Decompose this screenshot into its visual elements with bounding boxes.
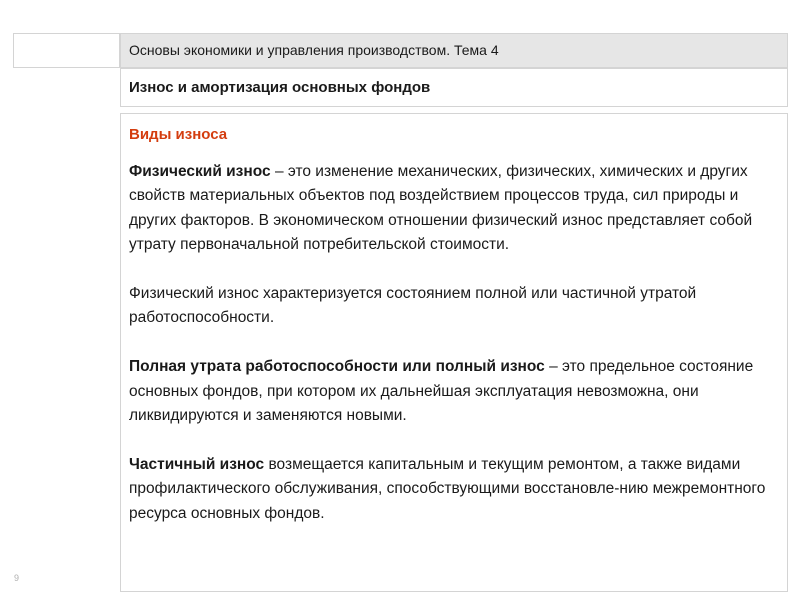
term-full-wear: Полная утрата работоспособности или полный износ [129,358,545,376]
section-heading: Виды износа [129,126,228,143]
page-number: 9 [14,573,20,583]
slide-title: Износ и амортизация основных фондов [120,68,788,107]
paragraph-partial-wear [129,453,779,526]
paragraph-wear-characteristic-text: Физический износ характеризуется состоянием полной или частичной утратой работоспособности. [129,285,697,327]
content-panel [120,113,788,592]
paragraph-physical-wear-text: – это изменение механических, физических, химических и других свойств материальных объектов под воздействием процессов труда, сил природы и других факторов. В экономическом отношении физический износ представляет собой утрату первоначальной потребительской стоимости. [129,163,753,254]
paragraph-full-wear [129,355,779,428]
paragraph-wear-characteristic [129,282,779,331]
term-physical-wear: Физический износ [129,163,271,180]
course-subject-header: Основы экономики и управления производством. Тема 4 [120,33,788,68]
paragraph-full-wear-text: – это предельное состояние основных фондов, при котором их дальнейшая эксплуатация невозможна, они ликвидируются и заменяются новыми. [129,358,754,425]
term-partial-wear: Частичный износ [129,455,265,473]
paragraph-partial-wear-text: возмещается капитальным и текущим ремонтом, а также видами профилактического обслуживания, способствующими восстановле-нию межремонтного ресурса основных фондов. [129,455,766,522]
paragraph-physical-wear [129,160,779,258]
left-header-cell [13,33,120,68]
